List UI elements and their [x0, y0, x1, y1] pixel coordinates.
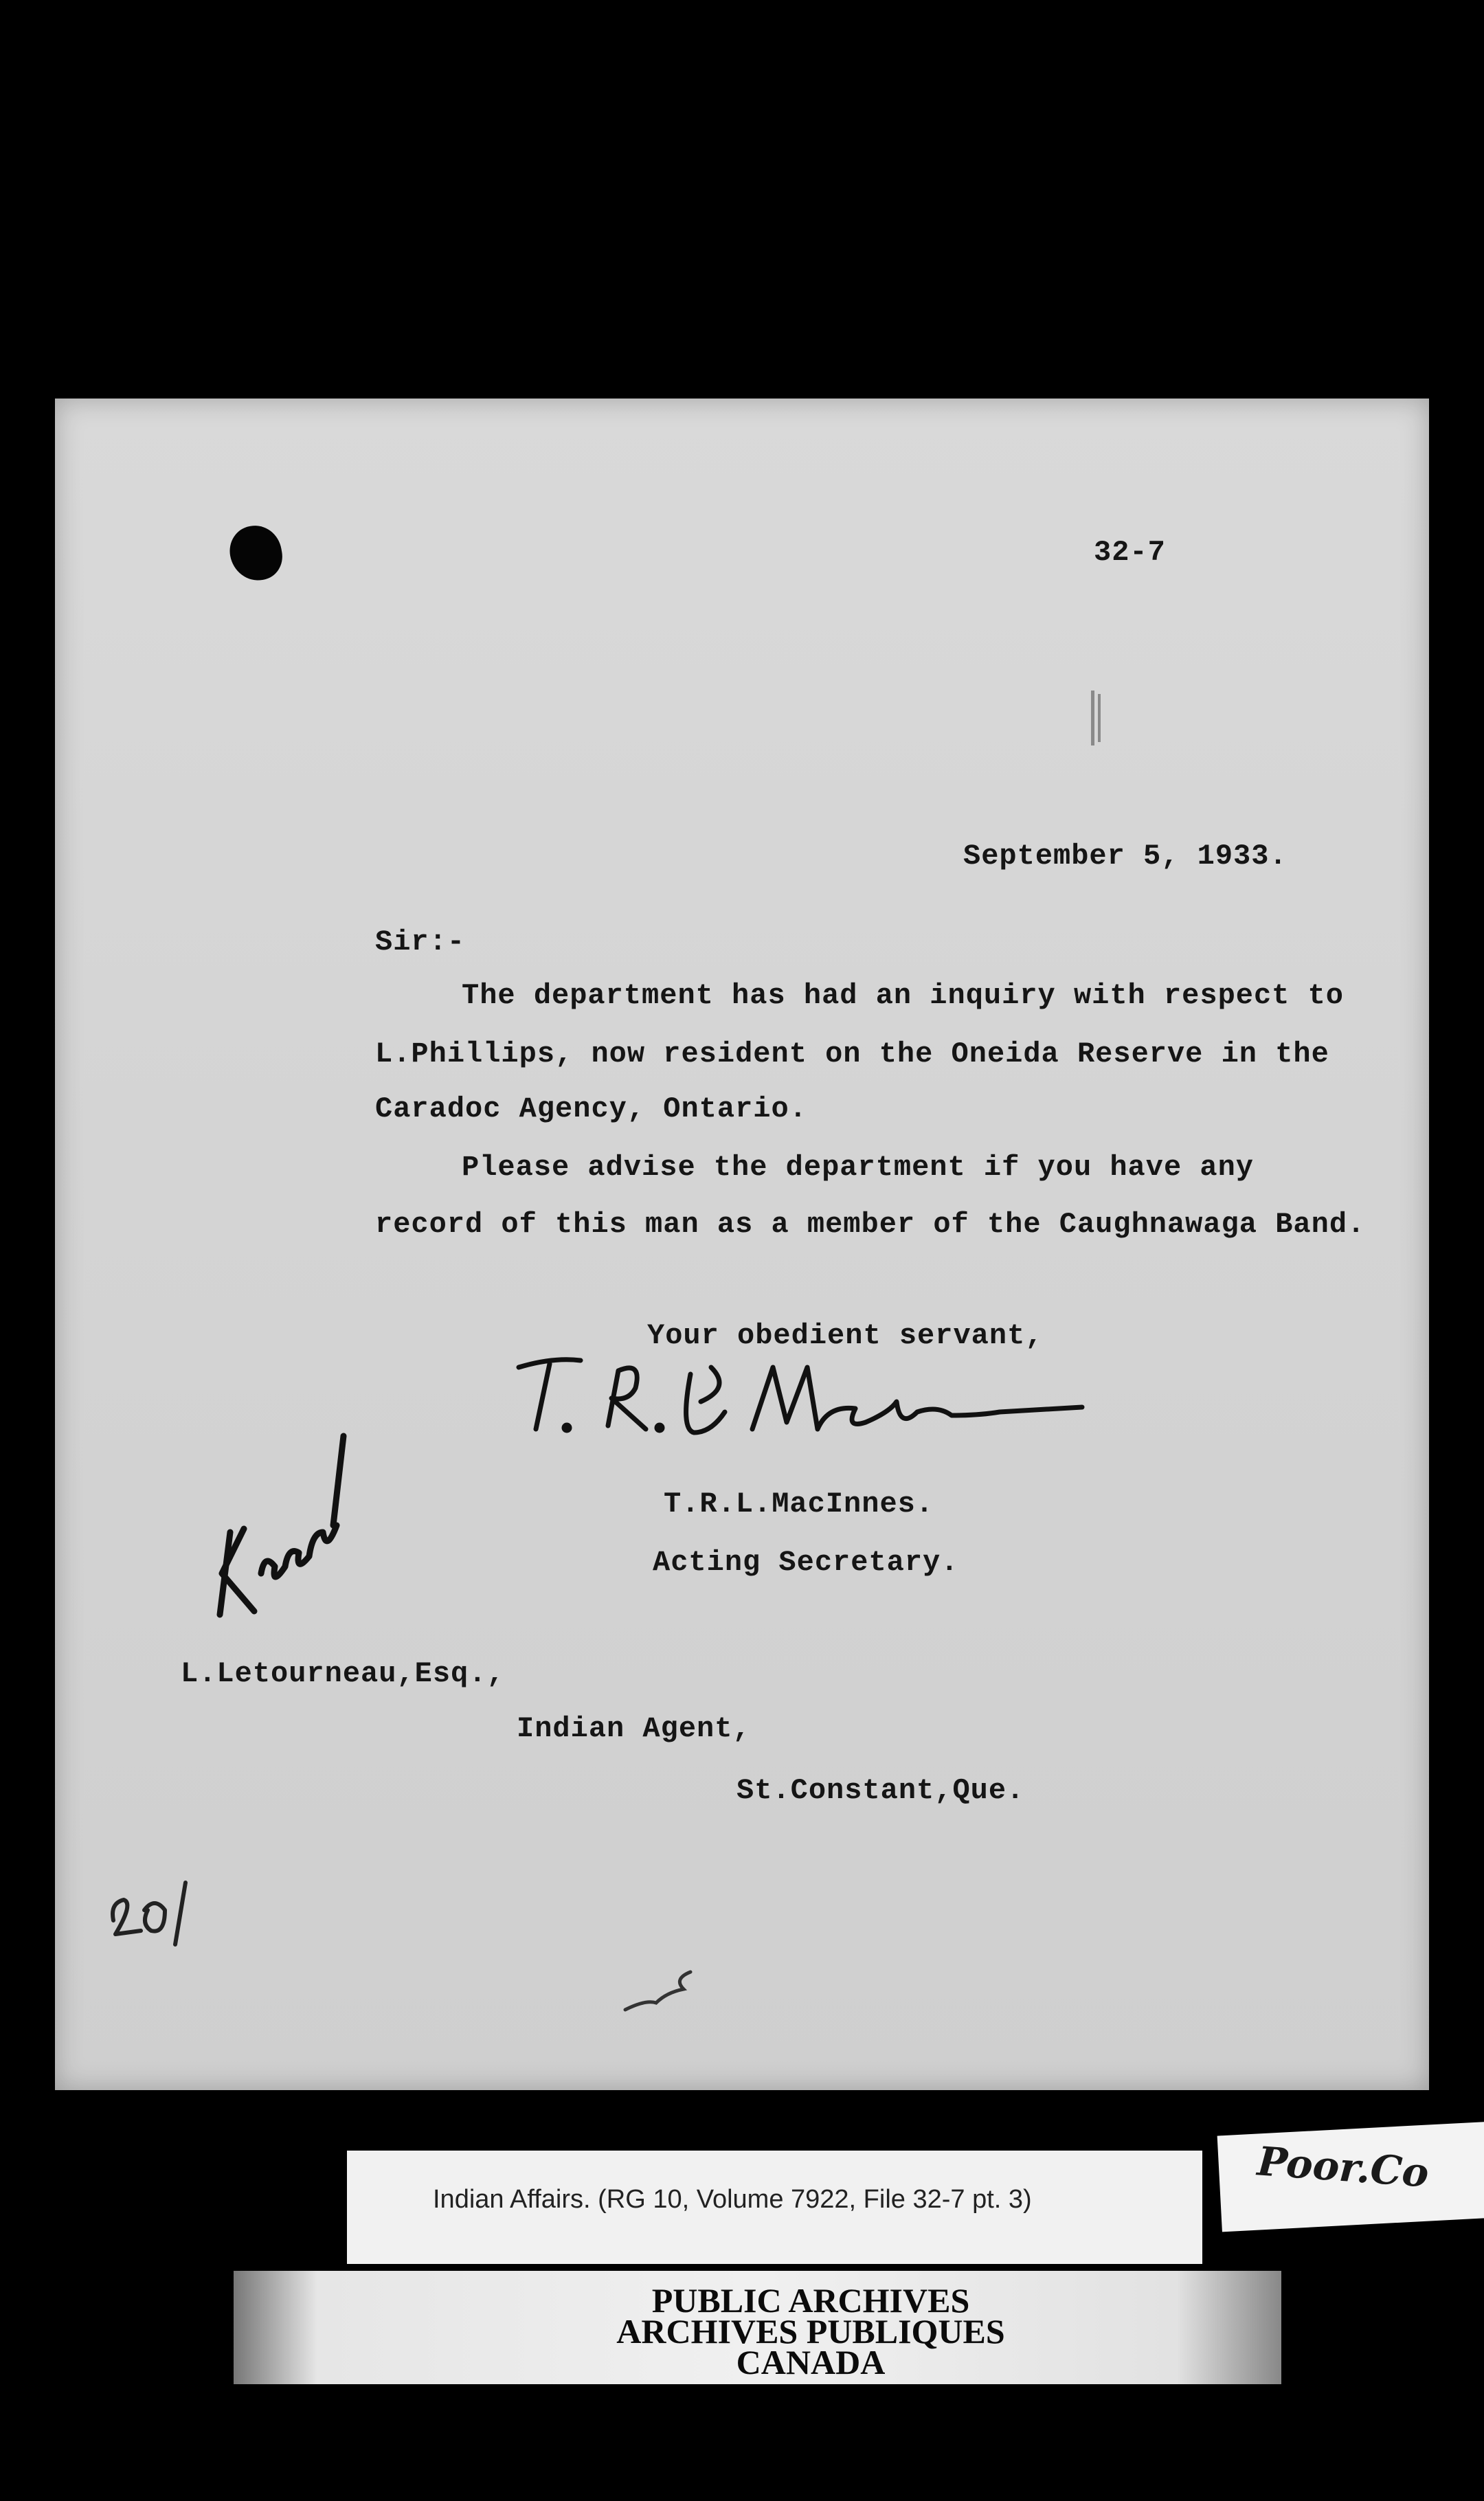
fold-mark	[1091, 691, 1094, 745]
fold-mark-2	[1098, 694, 1101, 742]
body-line-3: Caradoc Agency, Ontario.	[375, 1092, 807, 1125]
letter-date: September 5, 1933.	[963, 840, 1288, 873]
quality-note-text: Poor.Co	[1255, 2138, 1430, 2197]
pencil-mark	[618, 1965, 701, 2020]
addressee-name: L.Letourneau,Esq.,	[181, 1657, 505, 1690]
handwritten-signature	[505, 1347, 1103, 1457]
stamp-line-2: ARCHIVES PUBLIQUES	[616, 2312, 1005, 2351]
stamp-line-1: PUBLIC ARCHIVES	[651, 2281, 970, 2320]
margin-initials-note	[203, 1409, 361, 1622]
addressee-location: St.Constant,Que.	[737, 1774, 1025, 1807]
stamp-line-3: CANADA	[736, 2343, 886, 2381]
punch-hole	[226, 521, 286, 585]
body-line-1: The department has had an inquiry with respect to	[462, 979, 1345, 1012]
signer-name: T.R.L.MacInnes.	[664, 1488, 934, 1521]
body-line-5: record of this man as a member of the Caughnawaga Band.	[375, 1208, 1366, 1241]
signer-title: Acting Secretary.	[653, 1546, 959, 1579]
salutation: Sir:-	[375, 926, 466, 958]
addressee-role: Indian Agent,	[517, 1712, 751, 1745]
closing: Your obedient servant,	[647, 1319, 1044, 1352]
margin-number-note	[103, 1855, 206, 1951]
body-line-4: Please advise the department if you have any	[462, 1151, 1254, 1184]
body-line-2: L.Phillips, now resident on the Oneida Reserve in the	[375, 1038, 1329, 1070]
archive-source-text: Indian Affairs. (RG 10, Volume 7922, File 32-7 pt. 3)	[433, 2185, 1032, 2214]
file-number: 32-7	[1094, 536, 1166, 569]
letter-page	[55, 399, 1429, 2090]
